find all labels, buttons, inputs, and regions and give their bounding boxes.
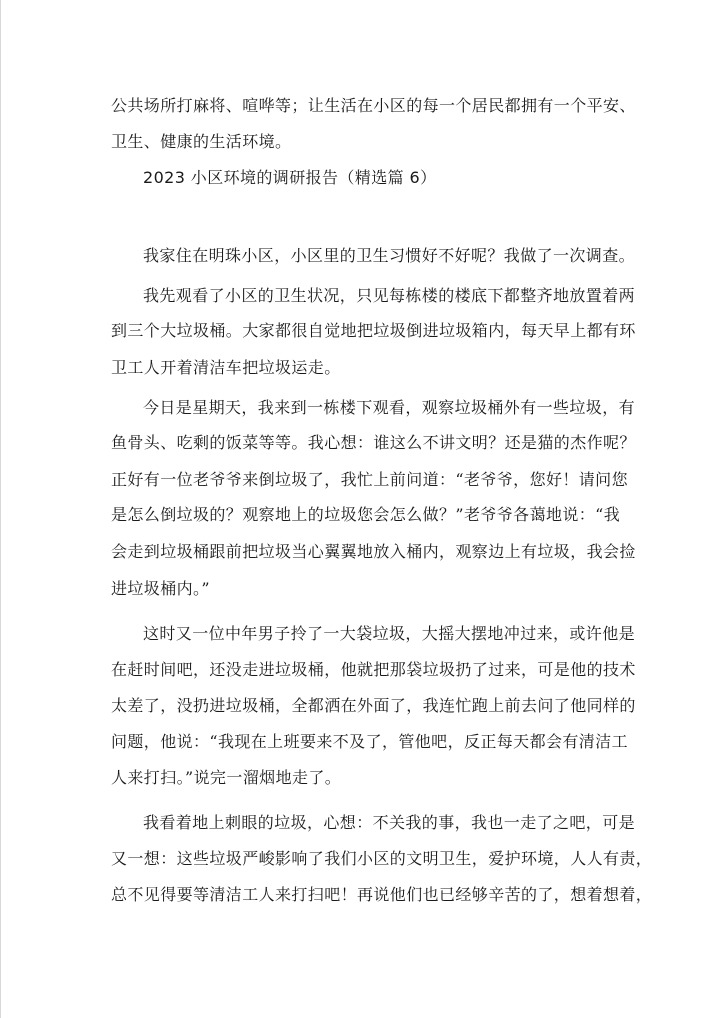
text-line: 卫生、健康的生活环境。: [111, 132, 292, 151]
text-line: 正好有一位老爷爷来倒垃圾了，我忙上前问道：“老爷爷，您好！请问您: [111, 470, 628, 489]
text-line: 我先观看了小区的卫生状况，只见每栋楼的楼底下都整齐地放置着两: [143, 286, 636, 305]
text-line: 这时又一位中年男子拎了一大袋垃圾，大摇大摆地冲过来，或许他是: [143, 624, 636, 643]
text-line: 今日是星期天，我来到一栋楼下观看，观察垃圾桶外有一些垃圾，有: [143, 398, 636, 417]
text-line: 到三个大垃圾桶。大家都很自觉地把垃圾倒进垃圾箱内，每天早上都有环: [111, 321, 636, 340]
text-line: 鱼骨头、吃剩的饭菜等等。我心想：谁这么不讲文明？还是猫的杰作呢？: [111, 433, 636, 452]
text-line: 我家住在明珠小区，小区里的卫生习惯好不好呢？我做了一次调查。: [143, 246, 636, 265]
text-line: 在赶时间吧，还没走进垃圾桶，他就把那袋垃圾扔了过来，可是他的技术: [111, 660, 636, 679]
section-heading: 2023 小区环境的调研报告（精选篇 6）: [143, 168, 437, 187]
text-line: 会走到垃圾桶跟前把垃圾当心翼翼地放入桶内，观察边上有垃圾，我会捡: [111, 542, 636, 561]
text-line: 太差了，没扔进垃圾桶，全都洒在外面了，我连忙跑上前去问了他同样的: [111, 696, 636, 715]
text-line: 我看着地上刺眼的垃圾，心想：不关我的事，我也一走了之吧，可是: [143, 813, 636, 832]
text-line: 是怎么倒垃圾的？观察地上的垃圾您会怎么做？”老爷爷各蔼地说：“我: [111, 505, 621, 524]
text-line: 进垃圾桶内。”: [111, 579, 210, 598]
text-line: 公共场所打麻将、喧哗等；让生活在小区的每一个居民都拥有一个平安、: [111, 96, 636, 115]
text-line: 人来打扫。”说完一溜烟地走了。: [111, 768, 342, 787]
text-line: 总不见得要等清洁工人来打扫吧！再说他们也已经够辛苦的了，想着想着，: [111, 885, 653, 904]
text-line: 卫工人开着清洁车把垃圾运走。: [111, 358, 341, 377]
text-line: 又一想：这些垃圾严峻影响了我们小区的文明卫生，爱护环境，人人有责，: [111, 849, 653, 868]
text-line: 问题，他说：“我现在上班要来不及了，管他吧，反正每天都会有清洁工: [111, 732, 628, 751]
